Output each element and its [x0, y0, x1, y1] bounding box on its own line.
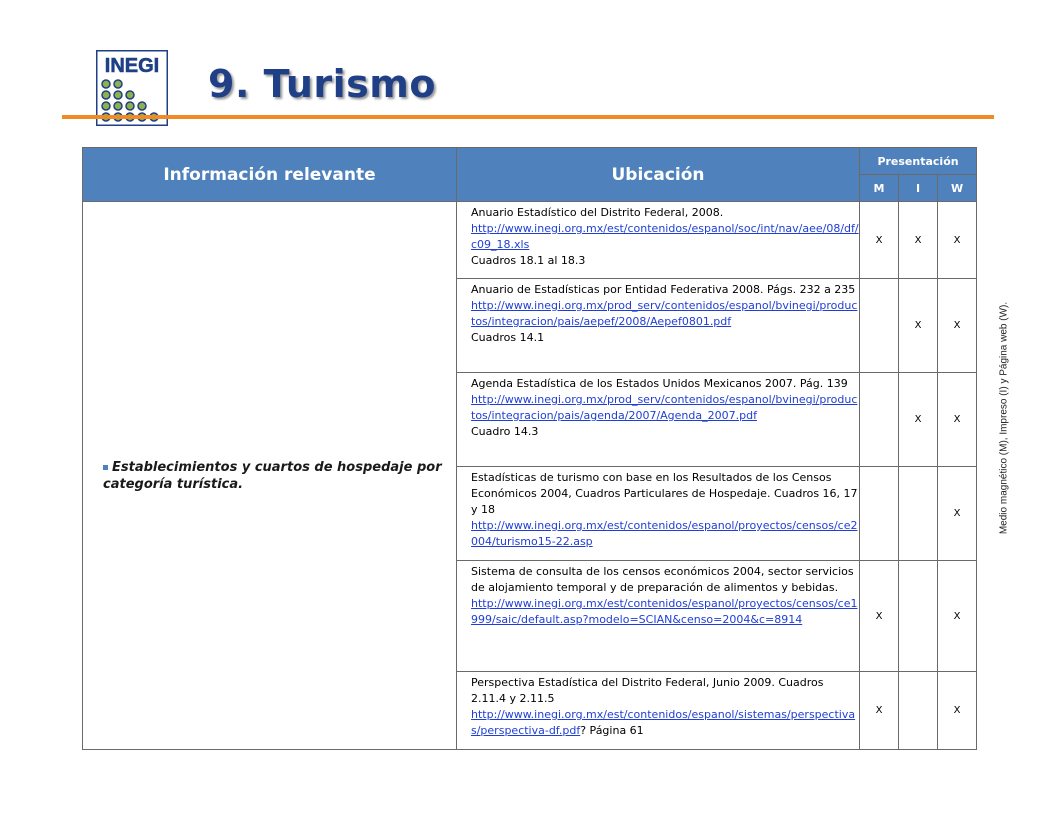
source-title: Anuario de Estadísticas por Entidad Federativa 2008. Págs. 232 a 235 — [471, 283, 856, 296]
location-cell — [457, 202, 860, 279]
mark-m — [860, 279, 899, 373]
source-link-suffix: ? Página 61 — [580, 724, 644, 737]
mark-m: X — [860, 561, 899, 672]
source-title: Anuario Estadístico del Distrito Federal, 2008. — [471, 206, 724, 219]
location-cell — [457, 467, 860, 561]
bullet-icon — [103, 465, 108, 470]
title-underline — [62, 115, 994, 119]
mark-m — [860, 373, 899, 467]
source-link[interactable]: http://www.inegi.org.mx/est/contenidos/espanol/sistemas/perspectivas/perspectiva-df.pdf — [471, 708, 856, 737]
location-cell — [457, 561, 860, 672]
location-cell — [457, 672, 860, 750]
mark-i: X — [899, 202, 938, 279]
topic-text: Establecimientos y cuartos de hospedaje por categoría turística. — [103, 459, 442, 492]
source-link[interactable]: http://www.inegi.org.mx/est/contenidos/espanol/proyectos/censos/ce2004/turismo15-22.asp — [471, 519, 858, 548]
source-note: Cuadro 14.3 — [471, 425, 539, 438]
header-info: Información relevante — [83, 148, 457, 202]
source-note: Cuadros 18.1 al 18.3 — [471, 254, 586, 267]
header-presentation: Presentación — [860, 148, 977, 175]
header-location: Ubicación — [457, 148, 860, 202]
mark-i — [899, 561, 938, 672]
topic-cell — [83, 202, 457, 750]
location-cell — [457, 279, 860, 373]
header-i: I — [899, 175, 938, 202]
source-link[interactable]: http://www.inegi.org.mx/est/contenidos/espanol/soc/int/nav/aee/08/df/c09_18.xls — [471, 222, 859, 251]
location-cell — [457, 373, 860, 467]
table-row — [83, 202, 977, 279]
mark-i — [899, 672, 938, 750]
source-link[interactable]: http://www.inegi.org.mx/est/contenidos/espanol/proyectos/censos/ce1999/saic/default.asp?modelo=SCIAN&censo=2004&c=8914 — [471, 597, 858, 626]
mark-w: X — [938, 467, 977, 561]
info-table — [82, 147, 977, 750]
source-note: Cuadros 14.1 — [471, 331, 545, 344]
mark-m: X — [860, 672, 899, 750]
header-w: W — [938, 175, 977, 202]
mark-w: X — [938, 672, 977, 750]
mark-w: X — [938, 202, 977, 279]
mark-i: X — [899, 373, 938, 467]
source-title: Perspectiva Estadística del Distrito Federal, Junio 2009. Cuadros 2.11.4 y 2.11.5 — [471, 676, 824, 705]
side-note — [996, 265, 1012, 570]
header-m: M — [860, 175, 899, 202]
source-title: Estadísticas de turismo con base en los Resultados de los Censos Económicos 2004, Cuadros Particulares de Hospedaje. Cuadros 16, 17 y 18 — [471, 471, 858, 516]
mark-w: X — [938, 561, 977, 672]
source-link[interactable]: http://www.inegi.org.mx/prod_serv/contenidos/espanol/bvinegi/productos/integracion/pais/aepef/2008/Aepef0801.pdf — [471, 299, 858, 328]
mark-i — [899, 467, 938, 561]
source-title: Sistema de consulta de los censos económicos 2004, sector servicios de alojamiento temporal y de preparación de alimentos y bebidas. — [471, 565, 854, 594]
mark-w: X — [938, 279, 977, 373]
source-title: Agenda Estadística de los Estados Unidos Mexicanos 2007. Pág. 139 — [471, 377, 848, 390]
svg-text:INEGI: INEGI — [104, 55, 160, 77]
side-note-text: Medio magnético (M), Impreso (I) y Página web (W). — [998, 301, 1010, 534]
source-link[interactable]: http://www.inegi.org.mx/prod_serv/contenidos/espanol/bvinegi/productos/integracion/pais/agenda/2007/Agenda_2007.pdf — [471, 393, 858, 422]
mark-m — [860, 467, 899, 561]
page-title: 9. Turismo — [208, 62, 436, 106]
mark-i: X — [899, 279, 938, 373]
mark-m: X — [860, 202, 899, 279]
mark-w: X — [938, 373, 977, 467]
